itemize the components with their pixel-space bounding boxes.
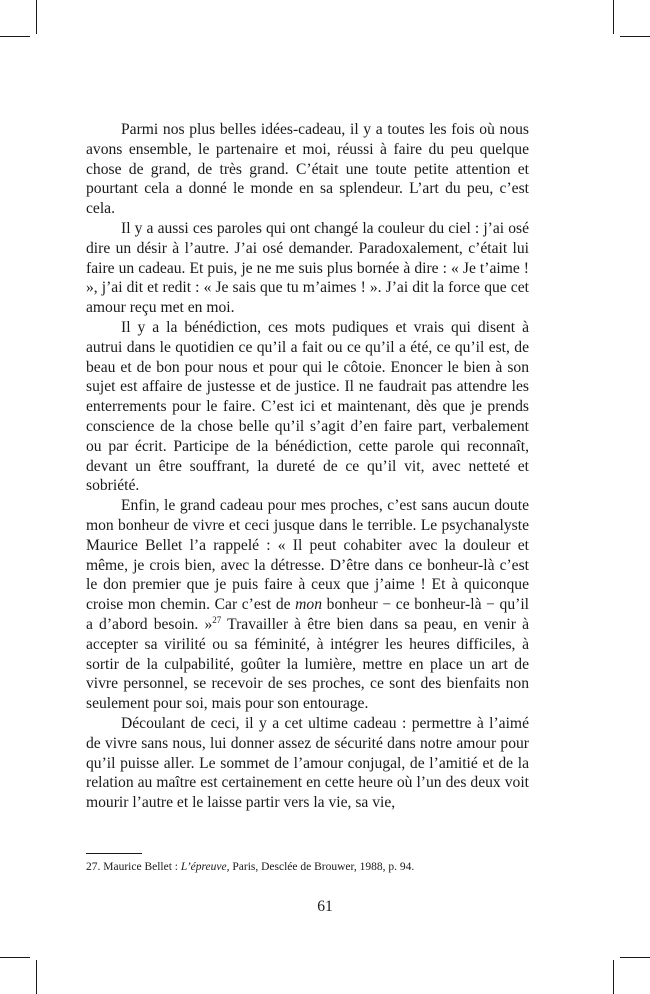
crop-mark — [36, 960, 37, 994]
emphasis: mon — [295, 596, 323, 614]
footnote-reference[interactable]: 27 — [212, 614, 222, 625]
paragraph: Découlant de ceci, il y a cet ultime cadeau : permettre à l’aimé de vivre sans nous, lui donner assez de sécurité dans notre amour pour qu’il puisse aller. Le sommet de l’amour conjugal, de l’amitié et de la relation au maître est certainement en cette heure où l’un des deux voit mourir l’autre et le laisse partir vers la vie, sa vie, — [86, 714, 529, 812]
crop-mark — [36, 0, 37, 34]
paragraph-text: Travailler à être bien dans sa peau, en venir à accepter sa virilité ou sa féminité, à intégrer les heures difficiles, à sortir de la culpabilité, goûter la lumière, mettre en place un art de vivre personnel, se recevoir de ses proches, ce sont des bienfaits non seulement pour soi, mais pour son entourage. — [86, 615, 529, 713]
paragraph: Parmi nos plus belles idées-cadeau, il y a toutes les fois où nous avons ensemble, le partenaire et moi, réussi à faire du peu quelque chose de grand, de très grand. C’était une toute petite attention et pourtant cela a donné le monde en sa splendeur. L’art du peu, c’est cela. — [86, 121, 529, 218]
paragraph — [86, 496, 529, 714]
page-number: 61 — [317, 898, 333, 915]
crop-mark — [620, 957, 650, 958]
crop-mark — [0, 36, 30, 37]
crop-mark — [620, 36, 650, 37]
crop-mark — [613, 0, 614, 34]
paragraph-text: Enfin, le grand cadeau pour mes proches, c’est sans aucun doute mon bonheur de vivre et ceci jusque dans le terrible. Le psychanalyste Maurice Bellet l’a rappelé : « Il peut cohabiter avec la douleur et même, je crois bien, avec la détresse. D’être dans ce bonheur-là c’est le don premier que je puis faire à ceux que j’aime ! Et à quiconque croise mon chemin. Car c’est de — [86, 497, 529, 614]
footnote-details: Paris, Desclée de Brouwer, 1988, p. 94. — [229, 861, 415, 873]
footnote-rule — [86, 853, 142, 854]
footnote-title: L’épreuve, — [180, 861, 230, 873]
crop-mark — [613, 960, 614, 994]
paragraph-text: bonheur − ce bonheur-là − qu’il a d’abord besoin. » — [86, 596, 529, 633]
footnote-author: 27. Maurice Bellet : — [86, 861, 181, 873]
footnote — [86, 860, 529, 874]
paragraph: Il y a la bénédiction, ces mots pudiques et vrais qui disent à autrui dans le quotidien ce qu’il a fait ou ce qu’il a été, ce qu’il est, de beau et de bon pour nous et pour qui le côtoie. Enoncer le bien à son sujet est affaire de justesse et de justice. Il ne faudrait pas attendre les enterrements pour le faire. C’est ici et maintenant, dès que je prends conscience de la chose belle qu’il s’agit d’en faire part, verbalement ou par écrit. Participe de la bénédiction, cette parole qui reconnaît, devant un être souffrant, la dureté de ce qu’il vit, avec netteté et sobriété. — [86, 318, 529, 495]
paragraph: Il y a aussi ces paroles qui ont changé la couleur du ciel : j’ai osé dire un désir à l’autre. J’ai osé demander. Paradoxalement, c’était lui faire un cadeau. Et puis, je ne me suis plus bornée à dire : « Je t’aime ! », j’ai dit et redit : « Je sais que tu m’aimes ! ». J’ai dit la force que cet amour reçu met en moi. — [86, 219, 529, 317]
crop-mark — [0, 957, 30, 958]
body-text — [86, 120, 529, 813]
